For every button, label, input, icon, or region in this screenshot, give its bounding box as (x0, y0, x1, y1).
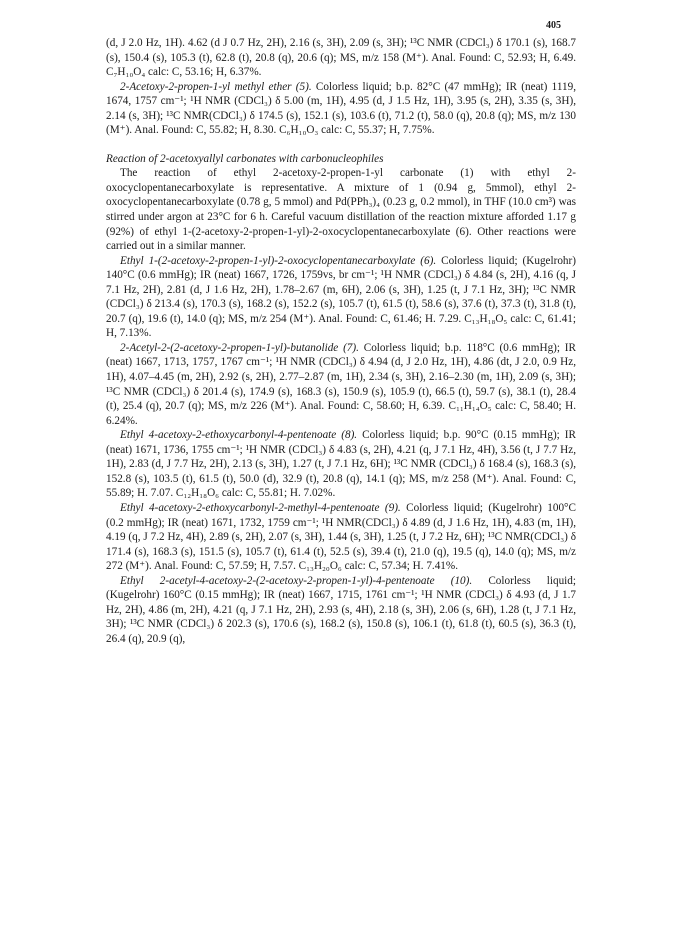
body-text (106, 36, 576, 646)
continued-paragraph (106, 36, 576, 80)
compound-data: Colorless liquid; (Kugelrohr) 100°C (0.2 mmHg); IR (neat) 1671, 1732, 1759 cm⁻¹; ¹H NMR(CDCl₃) δ 4.89 (d, J 1.6 Hz, 1H), 4.83 (m, 1H), 4.19 (q, J 7.2 Hz, 4H), 2.89 (s, 2H), 2.07 (s, 3H), 1.44 (s, 3H), 1.25 (t, J 7.2 Hz, 6H); ¹³C NMR(CDCl₃) δ 171.4 (s), 168.3 (s), 151.5 (s), 105.7 (t), 61.4 (t), 52.5 (s), 39.4 (t), 21.0 (q), 19.5 (q), 14.0 (q); MS, m/z 272 (M⁺). Anal. Found: C, 57.59; H, 7.57. C₁₃H₂₀O₆ calc: C, 57.34; H. 7.41%. (106, 501, 576, 573)
compound-name: Ethyl 1-(2-acetoxy-2-propen-1-yl)-2-oxocyclopentanecarboxylate (6). (120, 254, 437, 267)
compound-name: Ethyl 2-acetyl-4-acetoxy-2-(2-acetoxy-2-propen-1-yl)-4-pentenoate (10). (120, 574, 473, 587)
compound-name: 2-Acetoxy-2-propen-1-yl methyl ether (5). (120, 80, 312, 93)
compound-9-paragraph (106, 501, 576, 574)
compound-5-paragraph (106, 80, 576, 138)
section-intro: The reaction of ethyl 2-acetoxy-2-propen-1-yl carbonate (1) with ethyl 2-oxocyclopentanecarboxylate is representative. A mixture of 1 (0.94 g, 5mmol), ethyl 2-oxocyclopentanecarboxylate (0.78 g, 5 mmol) and Pd(PPh₃)₄ (0.23 g, 0.2 mmol), in THF (10.0 cm³) was stirred under argon at 23°C for 6 h. Careful vacuum distillation of the reaction mixture afforded 1.17 g (92%) of ethyl 1-(2-acetoxy-2-propen-1-yl)-2-oxocyclopentanecarboxylate (6). Other reactions were carried out in a similar manner. (106, 167, 576, 253)
section-spacer (106, 138, 576, 152)
compound-8-paragraph (106, 428, 576, 501)
compound-data: Colorless liquid; b.p. 82°C (47 mmHg); IR (neat) 1119, 1674, 1757 cm⁻¹; ¹H NMR (CDCl₃) δ 5.00 (m, 1H), 4.95 (d, J 1.5 Hz, 1H), 3.95 (s, 2H), 3.35 (s, 3H), 2.14 (s, 3H); ¹³C NMR(CDCl₃) δ 174.5 (s), 152.1 (s), 103.6 (t), 71.2 (t), 58.0 (q), 20.8 (q); MS, m/z 130 (M⁺). Anal. Found: C, 55.82; H, 8.30. C₆H₁₀O₃ calc: C, 55.37; H, 7.75%. (106, 80, 576, 137)
compound-name: Ethyl 4-acetoxy-2-ethoxycarbonyl-2-methyl-4-pentenoate (9). (120, 501, 401, 514)
compound-data: Colorless liquid; b.p. 118°C (0.6 mmHg); IR (neat) 1667, 1713, 1757, 1767 cm⁻¹; ¹H NMR (CDCl₃) δ 4.94 (d, J 2.0 Hz, 1H), 4.86 (dt, J 2.0, 0.9 Hz, 1H), 4.07–4.45 (m, 2H), 2.92 (s, 2H), 2.77–2.87 (m, 1H), 2.34 (s, 3H), 2.16–2.30 (m, 1H), 2.09 (s, 3H); ¹³C NMR (CDCl₃) δ 201.4 (s), 174.9 (s), 168.3 (s), 150.9 (s), 105.9 (t), 66.5 (t), 59.7 (s), 38.1 (t), 28.4 (t), 25.4 (q), 20.7 (q); MS, m/z 226 (M⁺). Anal. Found: C, 58.60; H, 6.39. C₁₁H₁₄O₅ calc: C, 58.40; H. 6.24%. (106, 341, 576, 427)
compound-data: Colorless liquid; (Kugelrohr) 140°C (0.6 mmHg); IR (neat) 1667, 1726, 1759vs, br cm⁻¹; ¹H NMR (CDCl₃) δ 4.84 (s, 2H), 4.16 (q, J 7.1 Hz, 2H), 2.81 (d, J 1.6 Hz, 2H), 1.78–2.67 (m, 6H), 2.06 (s, 3H), 1.25 (t, J 7.1 Hz, 3H); ¹³C NMR (CDCl₃) δ 213.4 (s), 170.3 (s), 168.2 (s), 152.2 (s), 105.7 (t), 61.5 (t), 58.6 (s), 37.6 (t), 37.3 (t), 31.8 (t), 20.7 (q), 19.6 (t), 14.0 (q); MS, m/z 254 (M⁺). Anal. Found: C, 61.46; H. 7.29. C₁₃H₁₈O₅ calc: C, 61.41; H, 7.13%. (106, 254, 576, 340)
compound-7-paragraph (106, 341, 576, 428)
compound-name: 2-Acetyl-2-(2-acetoxy-2-propen-1-yl)-butanolide (7). (120, 341, 359, 354)
section-heading: Reaction of 2-acetoxyallyl carbonates with carbonucleophiles (106, 152, 384, 165)
compound-6-paragraph (106, 254, 576, 341)
paragraph-body: (d, J 2.0 Hz, 1H). 4.62 (d J 0.7 Hz, 2H), 2.16 (s, 3H), 2.09 (s, 3H); ¹³C NMR (CDCl₃) δ 170.1 (s), 168.7 (s), 150.4 (s), 105.3 (t), 62.8 (t), 20.8 (q), 20.6 (q); MS, m/z 158 (M⁺). Anal. Found: C, 52.93; H, 6.49. C₇H₁₀O₄ calc: C, 53.16; H, 6.37%. (106, 37, 576, 79)
compound-data: Colorless liquid; (Kugelrohr) 160°C (0.15 mmHg); IR (neat) 1667, 1715, 1761 cm⁻¹; ¹H NMR (CDCl₃) δ 4.93 (d, J 1.7 Hz, 2H), 4.86 (m, 2H), 4.21 (q, J 7.1 Hz, 2H), 2.93 (s, 4H), 2.18 (s, 3H), 2.06 (s, 6H), 1.28 (t, J 7.1 Hz, 3H); ¹³C NMR (CDCl₃) δ 202.3 (s), 170.6 (s), 168.2 (s), 150.8 (s), 106.1 (t), 61.8 (t), 60.5 (s), 36.3 (t), 26.4 (q), 20.9 (q), (106, 574, 576, 645)
compound-name: Ethyl 4-acetoxy-2-ethoxycarbonyl-4-pentenoate (8). (120, 429, 358, 442)
page-number: 405 (546, 20, 561, 31)
compound-data: Colorless liquid; b.p. 90°C (0.15 mmHg); IR (neat) 1671, 1736, 1755 cm⁻¹; ¹H NMR (CDCl₃) δ 4.83 (s, 2H), 4.21 (q, J 7.1 Hz, 4H), 3.56 (t, J 7.7 Hz, 1H), 2.83 (d, J 7.7 Hz, 2H), 2.13 (s, 3H), 1.27 (t, J 7.1 Hz, 6H); ¹³C NMR (CDCl₃) δ 168.4 (s), 168.3 (s), 152.8 (s), 103.5 (t), 61.5 (t), 50.0 (d), 32.9 (t), 20.8 (q), 14.1 (q); MS, m/z 258 (M⁺). Anal. Found: C, 55.89; H. 7.07. C₁₂H₁₈O₆ calc: C, 55.81; H. 7.02%. (106, 429, 577, 500)
compound-10-paragraph (106, 574, 576, 647)
